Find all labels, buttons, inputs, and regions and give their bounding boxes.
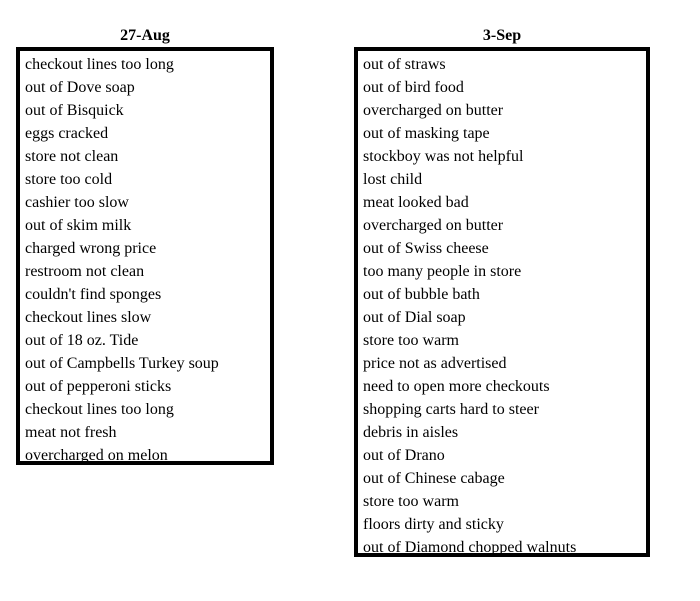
list-item: cashier too slow — [25, 194, 129, 211]
list-item: overcharged on butter — [363, 217, 504, 234]
list-item: price not as advertised — [363, 355, 507, 372]
list-item: out of skim milk — [25, 217, 132, 234]
list-item: store too cold — [25, 171, 113, 188]
list-item: meat not fresh — [25, 424, 117, 441]
list-item: restroom not clean — [25, 263, 145, 280]
list-item: out of Dial soap — [363, 309, 466, 326]
list-item: lost child — [363, 171, 423, 188]
list-item: out of bird food — [363, 79, 464, 96]
list-item: debris in aisles — [363, 424, 459, 441]
list-item: out of 18 oz. Tide — [25, 332, 139, 349]
list-item: couldn't find sponges — [25, 286, 162, 303]
list-item: out of Diamond chopped walnuts — [363, 539, 577, 556]
right-complaint-list — [354, 47, 650, 557]
list-item: shopping carts hard to steer — [363, 401, 539, 418]
list-item: checkout lines too long — [25, 401, 174, 418]
list-item: out of Swiss cheese — [363, 240, 489, 257]
list-item: checkout lines too long — [25, 56, 174, 73]
list-item: eggs cracked — [25, 125, 109, 142]
left-complaint-list — [16, 47, 274, 465]
list-item: store not clean — [25, 148, 119, 165]
list-item: stockboy was not helpful — [363, 148, 524, 165]
list-item: too many people in store — [363, 263, 522, 280]
list-item: out of bubble bath — [363, 286, 480, 303]
list-item: overcharged on butter — [363, 102, 504, 119]
list-item: checkout lines slow — [25, 309, 152, 326]
list-item: meat looked bad — [363, 194, 469, 211]
list-item: store too warm — [363, 332, 459, 349]
list-item: out of Drano — [363, 447, 445, 464]
left-column-heading: 27-Aug — [120, 27, 170, 44]
list-item: out of masking tape — [363, 125, 490, 142]
list-item: out of pepperoni sticks — [25, 378, 172, 395]
list-item: need to open more checkouts — [363, 378, 550, 395]
list-item: floors dirty and sticky — [363, 516, 504, 533]
list-item: charged wrong price — [25, 240, 157, 257]
list-item: out of Campbells Turkey soup — [25, 355, 219, 372]
list-item: store too warm — [363, 493, 459, 510]
list-item: out of Chinese cabage — [363, 470, 505, 487]
list-item: overcharged on melon — [25, 447, 168, 464]
list-item: out of Bisquick — [25, 102, 124, 119]
right-column-heading: 3-Sep — [482, 27, 522, 44]
list-item: out of straws — [363, 56, 446, 73]
list-item: out of Dove soap — [25, 79, 135, 96]
